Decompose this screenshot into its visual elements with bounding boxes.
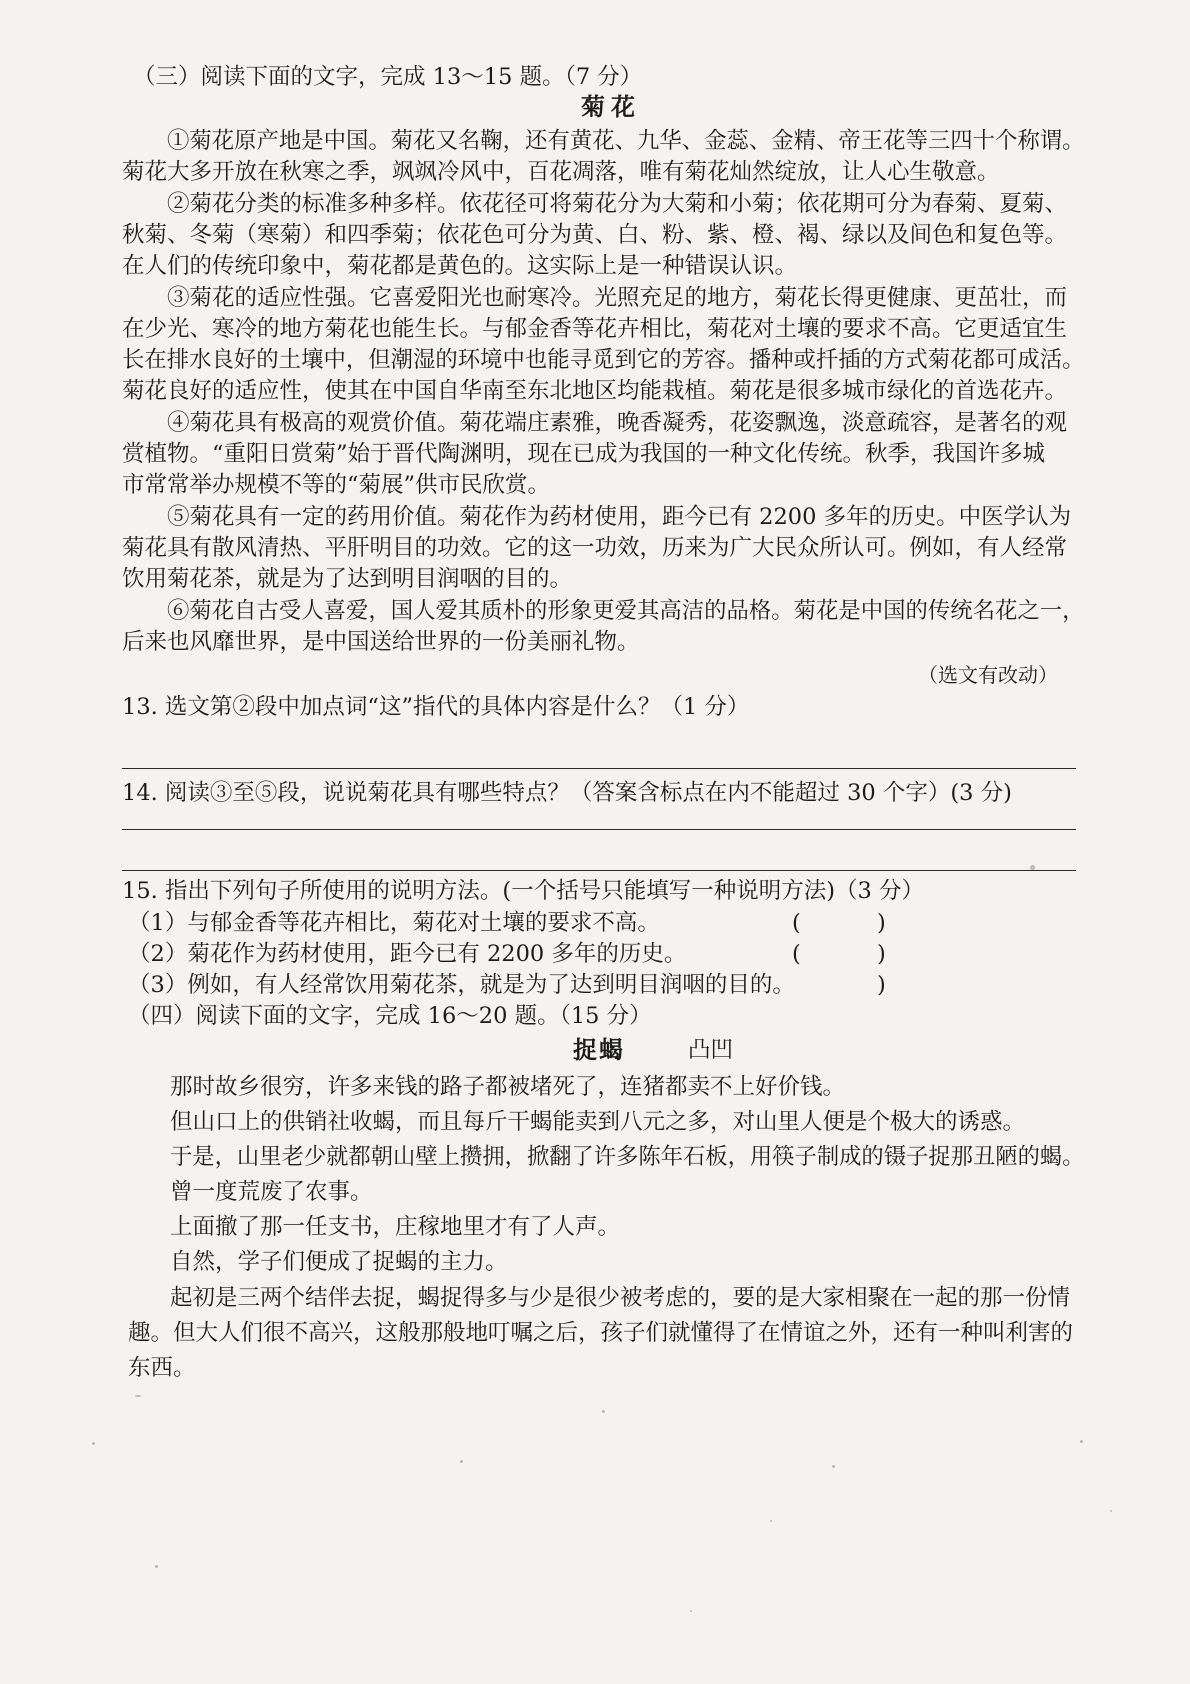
question-14: 14. 阅读③至⑤段，说说菊花具有哪些特点？（答案含标点在内不能超过 30 个字）(3 分) bbox=[122, 780, 1012, 806]
paragraph-3-line-4: 菊花良好的适应性，使其在中国自华南至东北地区均能栽植。菊花是很多城市绿化的首选花卉。 bbox=[122, 378, 1068, 404]
answer-bracket-open-2[interactable]: ( bbox=[792, 941, 801, 967]
scan-speck bbox=[602, 1410, 605, 1413]
answer-bracket-close-2: ) bbox=[877, 941, 886, 967]
story-line-5: 上面撤了那一任支书，庄稼地里才有了人声。 bbox=[170, 1214, 621, 1240]
scan-speck bbox=[135, 1395, 141, 1397]
paragraph-5-line-3: 饮用菊花茶，就是为了达到明目润咽的目的。 bbox=[122, 566, 573, 592]
question-15-item-3: （3）例如，有人经常饮用菊花茶，就是为了达到明目润咽的目的。 bbox=[128, 972, 795, 998]
paragraph-4-line-1: ④菊花具有极高的观赏价值。菊花端庄素雅，晚香凝秀，花姿飘逸，淡意疏容，是著名的观 bbox=[167, 410, 1068, 436]
answer-bracket-close-1: ) bbox=[877, 910, 886, 936]
story-line-2: 但山口上的供销社收蝎，而且每斤干蝎能卖到八元之多，对山里人便是个极大的诱惑。 bbox=[170, 1109, 1026, 1135]
section4-title: 捉蝎 bbox=[573, 1035, 625, 1064]
scan-speck bbox=[832, 1465, 835, 1468]
section3-heading: （三）阅读下面的文字，完成 13～15 题。（7 分） bbox=[133, 64, 643, 90]
paragraph-2-line-2: 秋菊、冬菊（寒菊）和四季菊；依花色可分为黄、白、粉、紫、橙、褐、绿以及间色和复色等。 bbox=[122, 222, 1068, 248]
question-15: 15. 指出下列句子所使用的说明方法。(一个括号只能填写一种说明方法)（3 分） bbox=[122, 878, 924, 904]
paragraph-5-line-1: ⑤菊花具有一定的药用价值。菊花作为药材使用，距今已有 2200 多年的历史。中医学认为 bbox=[167, 504, 1072, 530]
paragraph-2-line-3: 在人们的传统印象中，菊花都是黄色的。这实际上是一种错误认识。 bbox=[122, 253, 798, 279]
scan-speck bbox=[92, 1442, 95, 1445]
paragraph-6-line-1: ⑥菊花自古受人喜爱，国人爱其质朴的形象更爱其高洁的品格。菊花是中国的传统名花之一， bbox=[167, 598, 1085, 624]
section3-title: 菊花 bbox=[581, 92, 641, 121]
paragraph-2-line-1: ②菊花分类的标准多种多样。依花径可将菊花分为大菊和小菊；依花期可分为春菊、夏菊、 bbox=[167, 191, 1068, 217]
source-note: （选文有改动） bbox=[918, 663, 1058, 687]
answer-line-14-a[interactable] bbox=[122, 829, 1076, 830]
section4-heading: （四）阅读下面的文字，完成 16～20 题。（15 分） bbox=[128, 1003, 652, 1029]
scan-speck bbox=[460, 1460, 463, 1463]
story-line-8: 趣。但大人们很不高兴，这般那般地叮嘱之后，孩子们就懂得了在情谊之外，还有一种叫利害的 bbox=[128, 1320, 1074, 1346]
question-15-item-2: （2）菊花作为药材使用，距今已有 2200 多年的历史。 bbox=[128, 941, 687, 967]
paragraph-4-line-3: 市常常举办规模不等的“菊展”供市民欣赏。 bbox=[122, 472, 551, 498]
answer-line-14-b[interactable] bbox=[122, 870, 1076, 871]
story-line-6: 自然，学子们便成了捉蝎的主力。 bbox=[170, 1249, 508, 1275]
story-line-3: 于是，山里老少就都朝山壁上攒拥，掀翻了许多陈年石板，用筷子制成的镊子捉那丑陋的蝎。 bbox=[170, 1144, 1085, 1170]
answer-bracket-open-1[interactable]: ( bbox=[792, 910, 801, 936]
paragraph-3-line-1: ③菊花的适应性强。它喜爱阳光也耐寒冷。光照充足的地方，菊花长得更健康、更茁壮，而 bbox=[167, 285, 1068, 311]
paragraph-3-line-3: 长在排水良好的土壤中，但潮湿的环境中也能寻觅到它的芳容。播种或扦插的方式菊花都可成活。 bbox=[122, 347, 1085, 373]
scan-speck bbox=[155, 1565, 158, 1568]
answer-line-13[interactable] bbox=[122, 768, 1076, 769]
story-line-7: 起初是三两个结伴去捉，蝎捉得多与少是很少被考虑的，要的是大家相聚在一起的那一份情 bbox=[170, 1285, 1071, 1311]
section4-author: 凸凹 bbox=[688, 1037, 734, 1063]
paragraph-6-line-2: 后来也风靡世界，是中国送给世界的一份美丽礼物。 bbox=[122, 629, 640, 655]
story-line-4: 曾一度荒废了农事。 bbox=[170, 1179, 373, 1205]
answer-bracket-close-3: ) bbox=[877, 972, 886, 998]
scan-speck bbox=[1080, 1440, 1083, 1443]
scan-speck bbox=[1110, 1510, 1112, 1512]
paragraph-5-line-2: 菊花具有散风清热、平肝明目的功效。它的这一功效，历来为广大民众所认可。例如，有人经常 bbox=[122, 535, 1068, 561]
question-13: 13. 选文第②段中加点词“这”指代的具体内容是什么？（1 分） bbox=[122, 694, 750, 720]
story-line-1: 那时故乡很穷，许多来钱的路子都被堵死了，连猪都卖不上好价钱。 bbox=[170, 1074, 846, 1100]
paragraph-4-line-2: 赏植物。“重阳日赏菊”始于晋代陶渊明，现在已成为我国的一种文化传统。秋季，我国许多城 bbox=[122, 441, 1046, 467]
scan-speck bbox=[690, 1610, 692, 1612]
scan-speck bbox=[1030, 865, 1035, 870]
question-15-item-1: （1）与郁金香等花卉相比，菊花对土壤的要求不高。 bbox=[128, 910, 660, 936]
scan-speck bbox=[770, 1520, 772, 1522]
paragraph-1-line-1: ①菊花原产地是中国。菊花又名鞠，还有黄花、九华、金蕊、金精、帝王花等三四十个称谓。 bbox=[167, 128, 1085, 154]
paragraph-1-line-2: 菊花大多开放在秋寒之季，飒飒冷风中，百花凋落，唯有菊花灿然绽放，让人心生敬意。 bbox=[122, 159, 1000, 185]
story-line-9: 东西。 bbox=[128, 1355, 196, 1381]
paragraph-3-line-2: 在少光、寒冷的地方菊花也能生长。与郁金香等花卉相比，菊花对土壤的要求不高。它更适宜生 bbox=[122, 316, 1068, 342]
